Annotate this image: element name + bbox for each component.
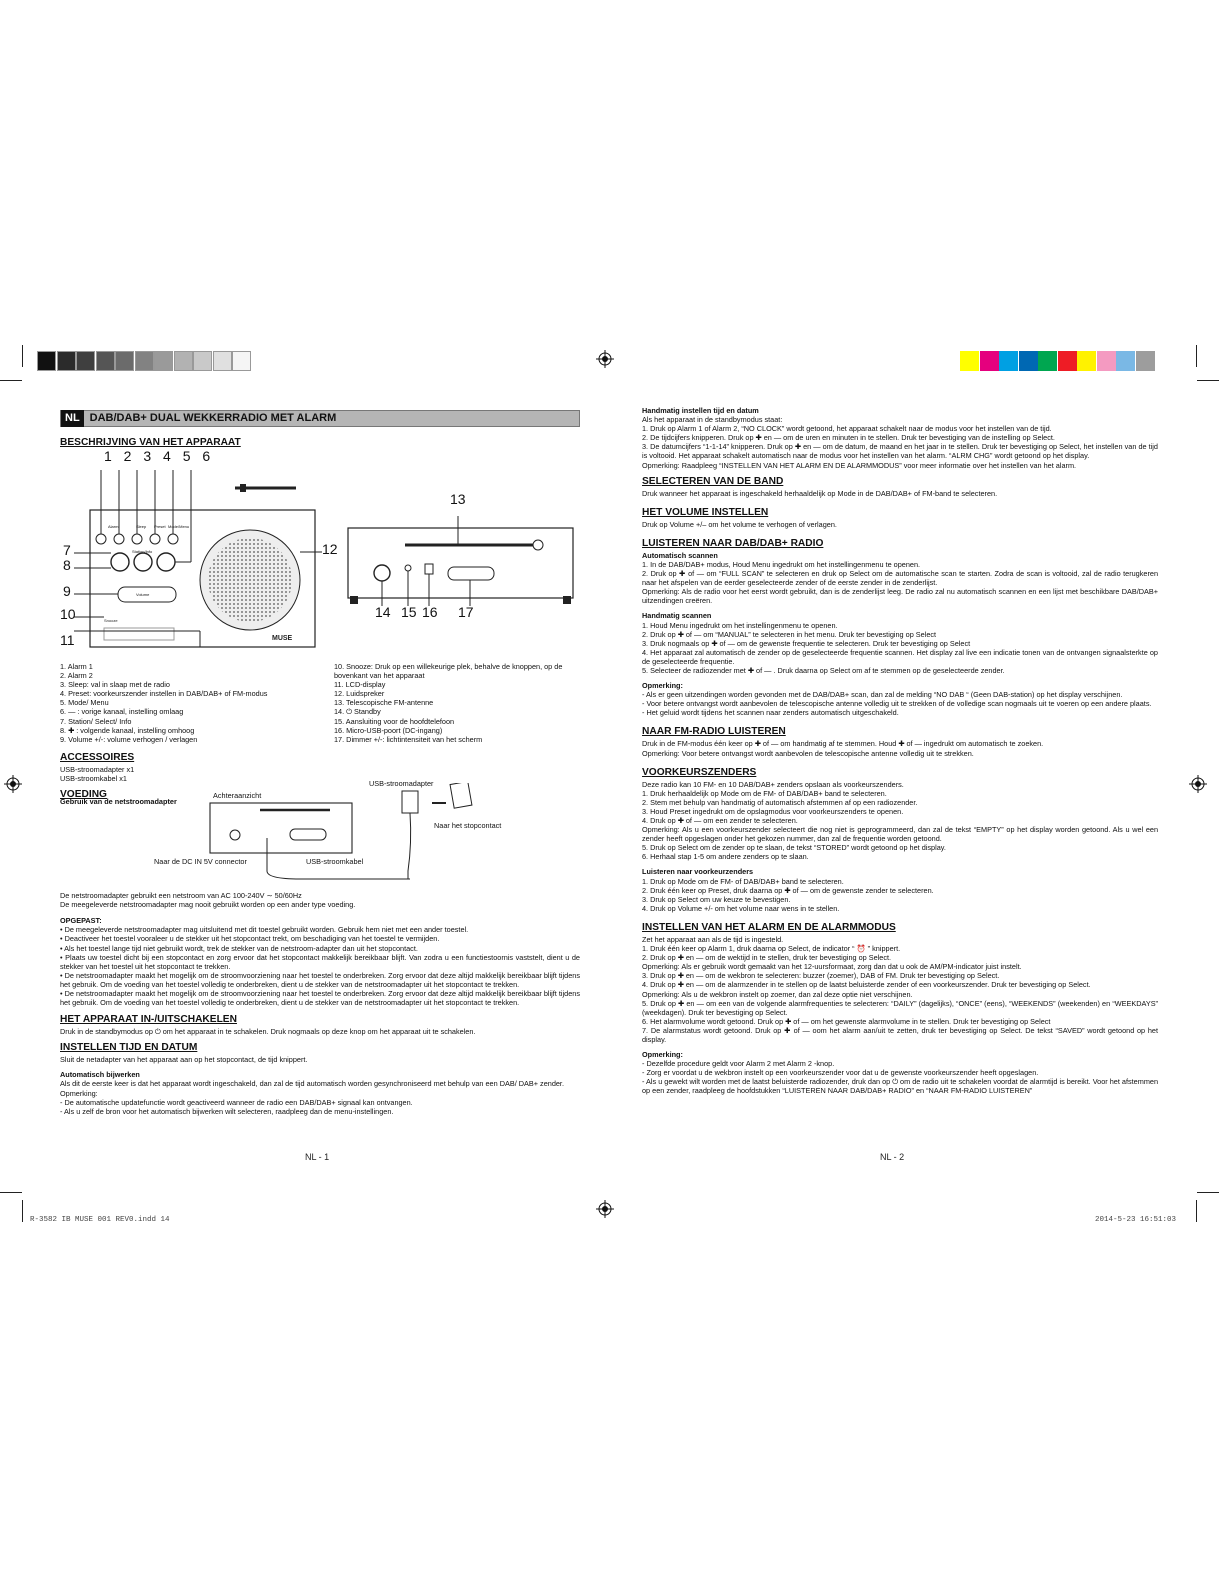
list-line: • Plaats uw toestel dicht bij een stopcontact en zorg ervoor dat het stopcontact makkelijk bereikbaar blijft. Van zodra u een functiestoornis vaststelt, dient u de stekker van het toestel uit het stopcontact te trekken.: [60, 952, 580, 971]
rear-view-label: Achteraanzicht: [213, 791, 262, 801]
list-line: 2. De tijdcijfers knipperen. Druk op ✚ en — om de uren en minuten in te stellen. Druk ter bevestiging van de instelling op Select.: [642, 433, 1055, 443]
list-line: - Dezelfde procedure geldt voor Alarm 2 met Alarm 2 -knop.: [642, 1059, 835, 1069]
list-line: Druk in de FM-modus één keer op ✚ of — om handmatig af te stemmen. Houd ✚ of — ingedrukt om automatisch te zoeken.: [642, 739, 1044, 749]
heading-voeding: VOEDING: [60, 789, 107, 801]
heading-alarm: INSTELLEN VAN HET ALARM EN DE ALARMMODUS: [642, 921, 896, 933]
heading-fm: NAAR FM-RADIO LUISTEREN: [642, 726, 786, 738]
callout-12: 12: [322, 541, 338, 557]
parts-list: [60, 662, 580, 744]
crop-mark: [1197, 1192, 1219, 1193]
color-swatch: [1136, 351, 1155, 371]
list-line: 3. De datumcijfers “1-1-14” knipperen. Druk op ✚ en — om de datum, de maand en het jaar in te stellen. Druk ter bevestiging op Select, het instellen van de tijd is voltooid. Het apparaat schakelt automatisch naar de modus voor het instellen van het alarm. “ALRM CHG” wordt getoond op het display.: [642, 442, 1158, 461]
voeding-text: De netstroomadapter gebruikt een netstroom van AC 100-240V ∼ 50/60Hz: [60, 891, 302, 901]
right-page: [642, 406, 1158, 1096]
list-line: • De meegeleverde netstroomadapter mag uitsluitend met dit toestel gebruikt worden. Gebruik hem niet met een ander toestel.: [60, 925, 469, 935]
color-swatch: [1058, 351, 1077, 371]
grey-swatch: [115, 351, 134, 371]
adapter-illustration: [60, 783, 580, 891]
grey-swatch: [232, 351, 251, 371]
list-line: • Als het toestel lange tijd niet gebruikt wordt, trek de stekker van de netstroom-adapter dan uit het stopcontact.: [60, 943, 418, 953]
registration-mark-icon: [596, 1200, 614, 1223]
list-line: 17. Dimmer +/-: lichtintensiteit van het scherm: [334, 734, 483, 744]
grey-swatch: [174, 351, 193, 371]
list-line: 5. Selecteer de radiozender met ✚ of — . Druk daarna op Select om af te stemmen op de geselecteerde zender.: [642, 665, 1005, 675]
svg-text:Snooze: Snooze: [104, 618, 118, 623]
crop-mark: [0, 1192, 22, 1193]
color-swatch: [999, 351, 1018, 371]
heading-dab: LUISTEREN NAAR DAB/DAB+ RADIO: [642, 537, 824, 549]
list-line: - De automatische updatefunctie wordt geactiveerd wanneer de radio een DAB/DAB+ signaal kan ontvangen.: [60, 1097, 413, 1107]
callout-14: 14: [375, 604, 391, 620]
opgepast-list: [60, 925, 580, 1007]
list-line: 8. ✚ : volgende kanaal, instelling omhoog: [60, 725, 195, 735]
autoscan-list: [642, 560, 1158, 605]
heading-volume: HET VOLUME INSTELLEN: [642, 506, 769, 518]
list-line: Opmerking: Raadpleeg “INSTELLEN VAN HET ALARM EN DE ALARMMODUS” voor meer informatie over het instellen van het alarm.: [642, 460, 1077, 470]
language-tag: NL: [61, 410, 84, 427]
heading-beschrijving: BESCHRIJVING VAN HET APPARAAT: [60, 437, 241, 448]
grey-swatch: [213, 351, 232, 371]
usb-cable-label: USB-stroomkabel: [306, 857, 364, 867]
autobij-list: [60, 1079, 580, 1115]
list-line: 4. Druk op ✚ en — om de alarmzender in te stellen op de laatst beluisterde zender of een voorkeurszender. Druk ter bevestiging op Select.: [642, 980, 1091, 990]
list-line: 4. Druk op ✚ of — om een zender te selecteren.: [642, 816, 798, 825]
callout-9: 9: [63, 583, 71, 599]
usb-adapter-label: USB-stroomadapter: [369, 779, 434, 789]
voorkeur-list: [642, 780, 1158, 862]
list-line: 1. Alarm 1: [60, 662, 93, 671]
list-line: Als dit de eerste keer is dat het apparaat wordt ingeschakeld, dan zal de tijd automatisch worden gesynchroniseerd met behulp van een DAB/ DAB+ zender.: [60, 1079, 564, 1089]
list-line: 1. Druk één keer op Alarm 1, druk daarna op Select, de indicator “ ⏰ ” knippert.: [642, 944, 901, 954]
list-line: 3. Sleep: val in slaap met de radio: [60, 680, 170, 690]
tijd-text: Sluit de netadapter van het apparaat aan op het stopcontact, de tijd knippert.: [60, 1055, 308, 1065]
preset-button-label: Preset: [154, 524, 166, 529]
page-number-left: NL - 1: [305, 1152, 330, 1162]
date-slug: 2014-5-23 16:51:03: [1095, 1216, 1177, 1224]
handmatig-heading: Handmatig instellen tijd en datum: [642, 406, 759, 415]
crop-mark: [22, 1200, 23, 1222]
list-line: 1. Druk herhaaldelijk op Mode om de FM- of DAB/DAB+ band te selecteren.: [642, 788, 887, 798]
list-line: 1. In de DAB/DAB+ modus, Houd Menu ingedrukt om het instellingenmenu te openen.: [642, 559, 921, 569]
grey-swatch: [154, 351, 173, 371]
list-line: 4. Druk op Volume +/- om het volume naar wens in te stellen.: [642, 903, 840, 913]
list-line: • De netstroomadapter maakt het mogelijk om de stroomvoorziening naar het toestel te onderbreken. Zorg ervoor dat deze altijd makkelijk bereikbaar blijft tijdens het gebruik. Om de voeding van het toestel volledig te onderbreken, dient u de stekker van de netstroomadapter uit het stopcontact te trekken.: [60, 970, 580, 989]
callout-8: 8: [63, 557, 71, 573]
left-page: [60, 410, 580, 1116]
list-line: - Zorg er voordat u de wekbron instelt op een voorkeurszender voor dat u de gewenste voorkeurszender heeft opgeslagen.: [642, 1068, 1039, 1078]
list-line: 13. Telescopische FM-antenne: [334, 698, 434, 708]
grey-swatch: [57, 351, 76, 371]
band-text: Druk wanneer het apparaat is ingeschakeld herhaaldelijk op Mode in de DAB/DAB+ of FM-band te selecteren.: [642, 488, 998, 498]
color-swatch: [1077, 351, 1096, 371]
heading-tijd: INSTELLEN TIJD EN DATUM: [60, 1042, 198, 1054]
grey-swatch: [135, 351, 154, 371]
list-line: Opmerking: Als u de wekbron instelt op zoemer, dan zal deze optie niet verschijnen.: [642, 989, 913, 999]
list-line: 1. Druk op Mode om de FM- of DAB/DAB+ band te selecteren.: [642, 876, 844, 886]
page-title: DAB/DAB+ DUAL WEKKERRADIO MET ALARM: [89, 411, 337, 424]
luisteren-heading: Luisteren naar voorkeurzenders: [642, 867, 754, 877]
aanuit-text: Druk in de standbymodus op ⏻ om het apparaat in te schakelen. Druk nogmaals op deze knop om het apparaat uit te schakelen.: [60, 1027, 476, 1037]
list-line: 3. Druk nogmaals op ✚ of — om de gewenste frequentie te selecteren. Druk ter bevestiging op Select: [642, 638, 971, 648]
list-line: - Als u gewekt wilt worden met de laatst beluisterde radiozender, druk dan op ⏻ om de radio uit te schakelen voordat de alarmtijd is bereikt. Voor het afstemmen op een zender, raadpleeg de hoofdstukken “LUISTEREN NAAR DAB/DAB+ RADIO” en “NAAR FM-RADIO LUISTEREN”: [642, 1077, 1159, 1096]
parts-list-col-2: [334, 662, 580, 744]
list-line: 9. Volume +/-: volume verhogen / verlagen: [60, 734, 198, 744]
crop-mark: [1197, 380, 1219, 381]
svg-text:MUSE: MUSE: [272, 635, 293, 642]
callout-16: 16: [422, 604, 438, 620]
device-diagram: [60, 450, 580, 656]
list-line: - Als er geen uitzendingen worden gevonden met de DAB/DAB+ scan, dan zal de melding “NO DAB “ (Geen DAB-station) op het display verschijnen.: [642, 690, 1123, 700]
heading-accessoires: ACCESSOIRES: [60, 751, 135, 763]
list-line: 4. Preset: voorkeurszender instellen in DAB/DAB+ of FM-modus: [60, 689, 268, 699]
volume-label: Volume: [136, 592, 150, 597]
callout-13: 13: [450, 491, 466, 507]
volume-text: Druk op Volume +/– om het volume te verhogen of verlagen.: [642, 519, 837, 529]
list-line: 12. Luidspreker: [334, 689, 385, 699]
list-line: 3. Houd Preset ingedrukt om de opslagmodus voor voorkeurszenders te openen.: [642, 806, 904, 816]
accessory-item: USB-stroomadapter x1: [60, 764, 135, 774]
list-line: 11. LCD-display: [334, 680, 386, 690]
color-swatch: [1019, 351, 1038, 371]
callout-17: 17: [458, 604, 474, 620]
list-line: 7. De alarmstatus wordt getoond. Druk op ✚ of — oom het alarm aan/uit te zetten, druk ter bevestiging op Select. De tekst “SAVED” wordt getoond op het display.: [642, 1025, 1158, 1044]
crop-mark: [1196, 1200, 1197, 1222]
list-line: • De netstroomadapter maakt het mogelijk om de stroomvoorziening naar het toestel te onderbreken. Zorg ervoor dat deze altijd makkelijk bereikbaar blijft tijdens het gebruik. Om de voeding van het toestel volledig te onderbreken, dient u de stekker van de netstroomadapter uit het stopcontact te trekken.: [60, 988, 580, 1008]
opmerking-list: [642, 690, 1158, 717]
crop-mark: [22, 345, 23, 367]
list-line: 2. Druk op ✚ of — om “FULL SCAN” te selecteren en druk op Select om de automatische scan te starten. Zodra de scan is voltooid, zal de radio terugkeren naar het afspelen van de eerder geselecteerde zender of de eerste zender in de zenderlijst.: [642, 569, 1158, 588]
opmerking2-heading: Opmerking:: [642, 1050, 683, 1060]
heading-band: SELECTEREN VAN DE BAND: [642, 475, 784, 487]
autobij-heading: Automatisch bijwerken: [60, 1070, 140, 1080]
list-line: 7. Station/ Select/ Info: [60, 716, 132, 726]
list-line: • Deactiveer het toestel vooraleer u de stekker uit het stopcontact trekt, om beschadiging van het toestel te vermijden.: [60, 934, 440, 944]
list-line: 16. Micro-USB-poort (DC-ingang): [334, 725, 443, 735]
callout-numbers: 1 2 3 4 5 6: [104, 448, 215, 464]
color-swatch: [1097, 351, 1116, 371]
section-header: [60, 410, 580, 427]
list-line: 5. Druk op Select om de zender op te slaan, de tekst “STORED” wordt getoond op het display.: [642, 843, 946, 853]
list-line: 1. Houd Menu ingedrukt om het instellingenmenu te openen.: [642, 620, 838, 630]
crop-mark: [1196, 345, 1197, 367]
fm-list: [642, 739, 1158, 757]
sleep-button-label: Sleep: [136, 524, 147, 529]
registration-mark-icon: [4, 775, 22, 798]
list-line: 3. Druk op ✚ en — om de wekbron te selecteren: buzzer (zoemer), DAB of FM. Druk ter bevestiging op Select.: [642, 971, 1000, 981]
list-line: 3. Druk op Select om uw keuze te bevestigen.: [642, 894, 791, 904]
list-line: 2. Druk op ✚ en — om de wektijd in te stellen, druk ter bevestiging op Select.: [642, 953, 892, 963]
list-line: 15. Aansluiting voor de hoofdtelefoon: [334, 716, 455, 726]
callout-7: 7: [63, 542, 71, 558]
callout-11: 11: [60, 632, 75, 648]
list-line: Opmerking: Als er gebruik wordt gemaakt van het 12-uursformaat, zorg dan dat u ook de AM/PM-indicator juist instelt.: [642, 962, 1022, 972]
list-line: Zet het apparaat aan als de tijd is ingesteld.: [642, 934, 784, 944]
list-line: - Het geluid wordt tijdens het scannen naar zenders automatisch uitgeschakeld.: [642, 708, 899, 718]
list-line: 4. Het apparaat zal automatisch de zender op de geselecteerde frequentie scannen. Het display zal live een indicatie tonen van de ontvangen signaalsterkte op de geselecteerde frequentie.: [642, 647, 1158, 666]
dc-in-label: Naar de DC IN 5V connector: [154, 857, 247, 867]
mode-button-label: Mode/Menu: [168, 524, 190, 529]
station-label: Station/Info: [132, 549, 153, 554]
power-diagram: [60, 779, 580, 891]
list-line: 14. ⏻ Standby: [334, 707, 381, 717]
list-line: 5. Mode/ Menu: [60, 698, 109, 708]
alarm-list: [642, 935, 1158, 1044]
list-line: 1. Druk op Alarm 1 of Alarm 2, “NO CLOCK” wordt getoond, het apparaat schakelt naar de modus voor het instellen van de tijd.: [642, 424, 1052, 434]
opgepast-heading: OPGEPAST:: [60, 916, 102, 926]
alarm-button-label: Alarm: [108, 524, 119, 529]
list-line: Als het apparaat in de standbymodus staat:: [642, 415, 783, 425]
opmerking2-list: [642, 1059, 1158, 1095]
list-line: 6. Herhaal stap 1-5 om andere zenders op te slaan.: [642, 852, 809, 862]
list-line: 2. Alarm 2: [60, 671, 93, 681]
list-line: 6. — : vorige kanaal, instelling omlaag: [60, 707, 184, 717]
list-line: 10. Snooze: Druk op een willekeurige plek, behalve de knoppen, op de bovenkant van het apparaat: [334, 662, 563, 681]
color-swatch: [1116, 351, 1135, 371]
handmatig-list: [642, 415, 1158, 470]
list-line: - Voor betere ontvangst wordt aanbevolen de telescopische antenne volledig uit te strekken of de volledige scan nogmaals uit te voeren op een andere plaats.: [642, 699, 1152, 709]
color-swatch: [1038, 351, 1057, 371]
voeding-text: De meegeleverde netstroomadapter mag nooit gebruikt worden op een ander type voeding.: [60, 900, 356, 910]
accessory-item: USB-stroomkabel x1: [60, 773, 127, 783]
heading-aanuit: HET APPARAAT IN-/UITSCHAKELEN: [60, 1014, 237, 1026]
list-line: Opmerking:: [60, 1088, 98, 1098]
callout-15: 15: [401, 604, 417, 620]
list-line: 2. Stem met behulp van handmatig of automatisch afstemmen af op een radiozender.: [642, 797, 918, 807]
parts-list-col-1: [60, 662, 306, 744]
color-swatch: [960, 351, 979, 371]
list-line: 2. Druk één keer op Preset, druk daarna op ✚ of — om de gewenste zender te selecteren.: [642, 885, 934, 895]
page-number-right: NL - 2: [880, 1152, 905, 1162]
grey-swatch: [37, 351, 56, 371]
opmerking-heading: Opmerking:: [642, 681, 683, 691]
luisteren-list: [642, 877, 1158, 913]
list-line: - Als u zelf de bron voor het automatisch bijwerken wilt selecteren, raadpleeg dan de menu-instellingen.: [60, 1106, 394, 1116]
grey-swatch: [193, 351, 212, 371]
grey-swatch: [96, 351, 115, 371]
grey-swatch: [76, 351, 95, 371]
list-line: Opmerking: Als u een voorkeurszender selecteert die nog niet is geprogrammeerd, dan zal de tekst “EMPTY” op het display worden getoond. Als u wel een zender heeft opgeslagen onder het gekozen nummer, dan zal de frequentie worden getoond.: [642, 825, 1158, 844]
handscan-list: [642, 621, 1158, 676]
registration-mark-icon: [1189, 775, 1207, 798]
wall-socket-label: Naar het stopcontact: [434, 821, 502, 831]
autoscan-heading: Automatisch scannen: [642, 550, 718, 560]
list-line: 6. Het alarmvolume wordt getoond. Druk op ✚ of — om het gewenste alarmvolume in te stellen. Druk ter bevestiging op Select: [642, 1016, 1051, 1026]
file-slug: R-3582 IB MUSE 001 REV0.indd 14: [30, 1216, 170, 1224]
crop-mark: [0, 380, 22, 381]
registration-mark-icon: [596, 350, 614, 373]
handscan-heading: Handmatig scannen: [642, 611, 712, 621]
list-line: Opmerking: Voor betere ontvangst wordt aanbevolen de telescopische antenne volledig uit te strekken.: [642, 748, 974, 758]
list-line: 5. Druk op ✚ en — om een van de volgende alarmfrequenties te selecteren: “DAILY” (dagelijks), “ONCE” (eens), “WEEKENDS” (weekenden) en “WEEKDAYS” (weekdagen). Druk ter bevestiging op Select.: [642, 998, 1158, 1017]
list-line: Deze radio kan 10 FM- en 10 DAB/DAB+ zenders opslaan als voorkeurszenders.: [642, 779, 904, 789]
list-line: 2. Druk op ✚ of — om “MANUAL” te selecteren in het menu. Druk ter bevestiging op Select: [642, 629, 937, 639]
voeding-subheading: Gebruik van de netstroomadapter: [60, 797, 177, 807]
heading-voorkeur: VOORKEURSZENDERS: [642, 766, 757, 778]
color-swatch: [980, 351, 999, 371]
callout-10: 10: [60, 606, 76, 622]
list-line: Opmerking: Als de radio voor het eerst wordt gebruikt, dan is de zenderlijst leeg. De radio zal nu automatisch scannen en een lijst met beschikbare DAB/DAB+ uitzendingen creëren.: [642, 587, 1158, 606]
